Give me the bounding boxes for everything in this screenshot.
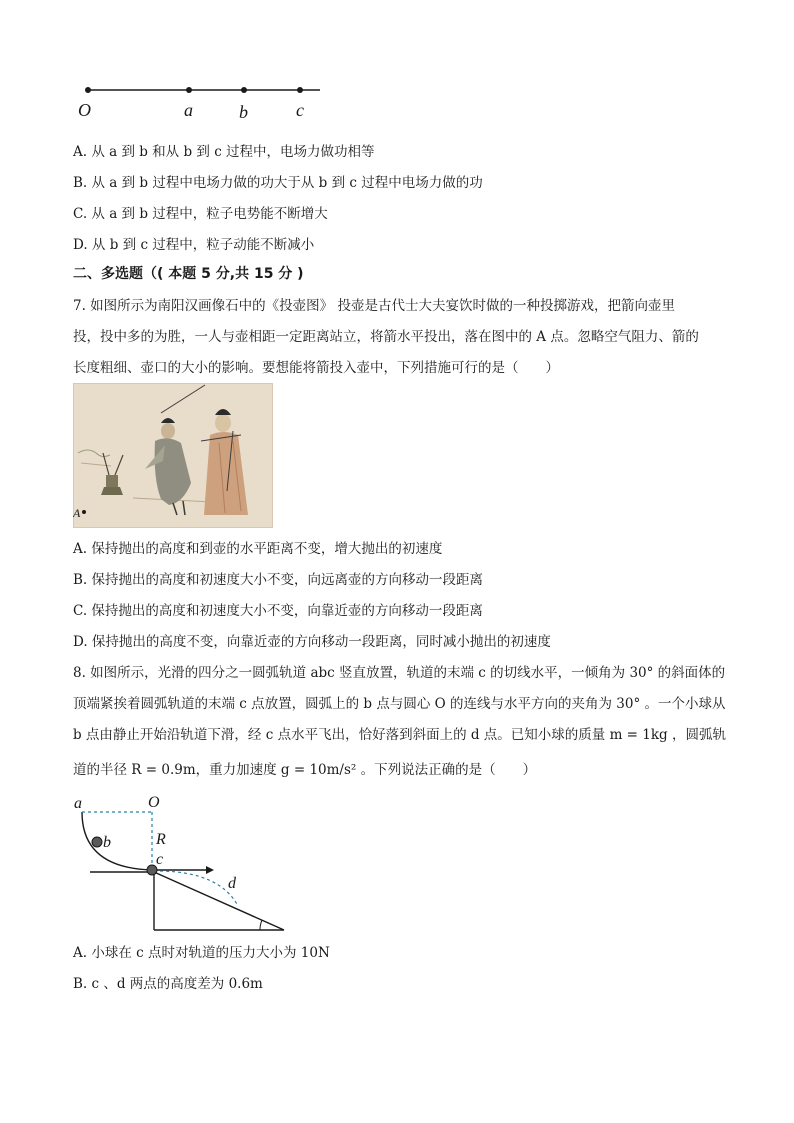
q7-option-d: D. 保持抛出的高度不变，向靠近壶的方向移动一段距离，同时减小抛出的初速度: [73, 634, 551, 650]
label-b: b: [239, 102, 248, 122]
ball-at-b: [92, 837, 102, 847]
q8-stem-line-3: b 点由静止开始沿轨道下滑，经 c 点水平飞出，恰好落到斜面上的 d 点。已知小球的质量 m = 1kg ，圆弧轨: [73, 727, 726, 743]
label-o: O: [78, 100, 91, 120]
label-a: a: [184, 100, 193, 120]
number-line-figure: [70, 78, 330, 126]
q8-option-b: B. c 、d 两点的高度差为 0.6m: [73, 976, 263, 992]
q7-stem-line-2: 投，投中多的为胜，一人与壶相距一定距离站立，将箭水平投出，落在图中的 A 点。忽略空气阻力、箭的: [73, 329, 699, 345]
q6-option-d: D. 从 b 到 c 过程中，粒子动能不断减小: [73, 237, 315, 253]
q6-option-c: C. 从 a 到 b 过程中，粒子电势能不断增大: [73, 206, 328, 222]
arc-incline-figure: [70, 792, 300, 942]
q7-stem-line-1: 7. 如图所示为南阳汉画像石中的《投壶图》 投壶是古代士大夫宴饮时做的一种投掷游戏，把箭向壶里: [73, 298, 675, 314]
label-center-o: O: [148, 794, 160, 811]
point-c: [297, 87, 303, 93]
q7-option-c: C. 保持抛出的高度和初速度大小不变，向靠近壶的方向移动一段距离: [73, 603, 483, 619]
label-c: c: [296, 100, 304, 120]
point-o: [85, 87, 91, 93]
q8-stem-line-4: 道的半径 R = 0.9m，重力加速度 g = 10m/s² 。下列说法正确的是（ ）: [73, 762, 537, 778]
image-label-a: A: [73, 506, 81, 520]
q8-stem-line-1: 8. 如图所示，光滑的四分之一圆弧轨道 abc 竖直放置，轨道的末端 c 的切线水平，一倾角为 30° 的斜面体的: [73, 665, 726, 681]
label-point-b: b: [103, 834, 111, 851]
q7-option-a: A. 保持抛出的高度和到壶的水平距离不变，增大抛出的初速度: [73, 541, 443, 557]
q8-option-a: A. 小球在 c 点时对轨道的压力大小为 10N: [73, 945, 330, 961]
q8-stem-line-2: 顶端紧挨着圆弧轨道的末端 c 点放置，圆弧上的 b 点与圆心 O 的连线与水平方向的夹角为 30° 。一个小球从: [73, 696, 726, 712]
label-arc-a: a: [74, 795, 82, 812]
touhu-painting-image: [73, 383, 273, 528]
point-a: [186, 87, 192, 93]
label-point-d: d: [228, 875, 236, 892]
q6-option-b: B. 从 a 到 b 过程中电场力做的功大于从 b 到 c 过程中电场力做的功: [73, 175, 483, 191]
section-title: 二、多选题（( 本题 5 分,共 15 分 ): [73, 266, 304, 282]
label-radius-r: R: [156, 831, 166, 848]
point-a-marker: [82, 510, 86, 514]
q6-option-a: A. 从 a 到 b 和从 b 到 c 过程中，电场力做功相等: [73, 144, 375, 160]
point-b: [241, 87, 247, 93]
label-point-c: c: [156, 851, 164, 868]
q7-stem-line-3: 长度粗细、壶口的大小的影响。要想能将箭投入壶中，下列措施可行的是（ ）: [73, 360, 559, 376]
q7-option-b: B. 保持抛出的高度和初速度大小不变，向远离壶的方向移动一段距离: [73, 572, 484, 588]
